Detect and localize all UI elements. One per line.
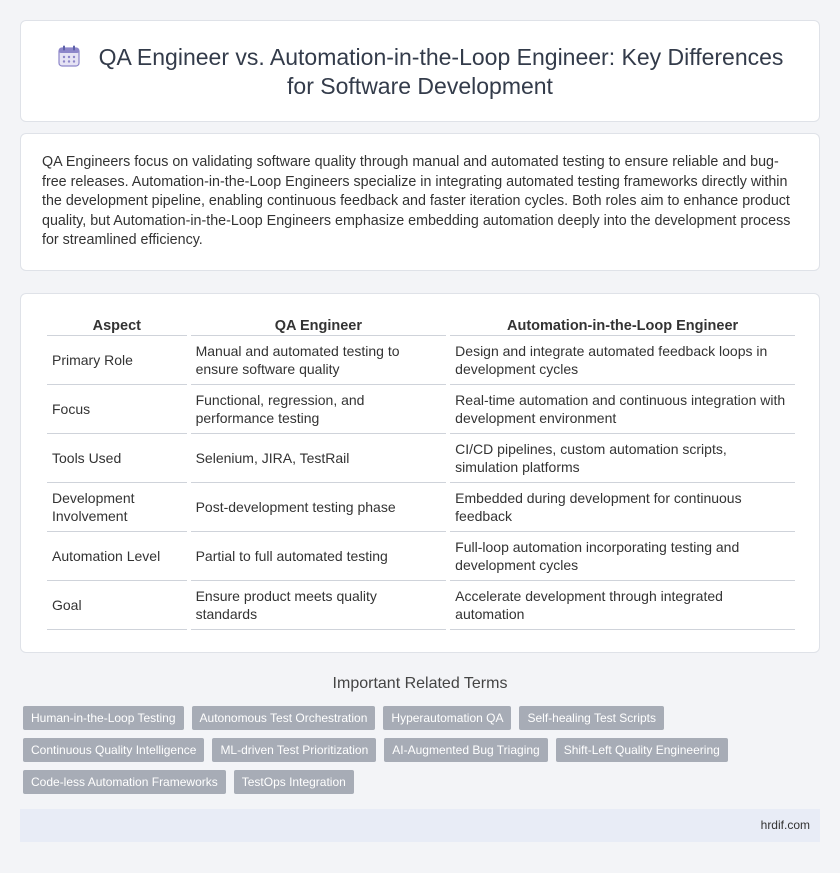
header-qa-engineer: QA Engineer xyxy=(191,316,447,336)
cell-aspect: Goal xyxy=(47,581,187,630)
cell-qa: Post-development testing phase xyxy=(191,483,447,532)
related-terms-title: Important Related Terms xyxy=(332,675,508,692)
cell-aspect: Focus xyxy=(47,385,187,434)
footer-site-link[interactable]: hrdif.com xyxy=(760,818,810,832)
header-automation-engineer: Automation-in-the-Loop Engineer xyxy=(450,316,795,336)
cell-automation: Design and integrate automated feedback loops in development cycles xyxy=(450,336,795,385)
cell-automation: Accelerate development through integrated automation xyxy=(450,581,795,630)
cell-aspect: Tools Used xyxy=(47,434,187,483)
intro-paragraph: QA Engineers focus on validating software quality through manual and automated testing to ensure reliable and bug-free releases. Automation-in-the-Loop Engineers specialize in integrating automated testing frameworks directly within the development pipeline, enabling continuous feedback and faster iteration cycles. Both roles aim to enhance product quality, but Automation-in-the-Loop Engineers emphasize embedding automation deeply into the development process for streamlined efficiency. xyxy=(42,154,791,248)
cell-qa: Manual and automated testing to ensure software quality xyxy=(191,336,447,385)
related-term-tag[interactable]: TestOps Integration xyxy=(234,770,354,794)
cell-aspect: Development Involvement xyxy=(47,483,187,532)
related-term-tag[interactable]: Code-less Automation Frameworks xyxy=(23,770,226,794)
cell-automation: CI/CD pipelines, custom automation scripts, simulation platforms xyxy=(450,434,795,483)
table-row xyxy=(47,385,795,434)
title-text: QA Engineer vs. Automation-in-the-Loop Engineer: Key Differences for Software Development xyxy=(98,44,784,99)
related-term-tag[interactable]: Continuous Quality Intelligence xyxy=(23,738,204,762)
related-term-tag[interactable]: AI-Augmented Bug Triaging xyxy=(384,738,547,762)
related-term-tag[interactable]: Self-healing Test Scripts xyxy=(519,706,664,730)
header-aspect: Aspect xyxy=(47,316,187,336)
table-row xyxy=(47,434,795,483)
related-term-tag[interactable]: Hyperautomation QA xyxy=(383,706,511,730)
footer xyxy=(20,809,820,842)
page-title xyxy=(41,43,799,101)
intro-card xyxy=(20,133,820,271)
cell-qa: Functional, regression, and performance testing xyxy=(191,385,447,434)
related-terms-list xyxy=(23,706,783,794)
comparison-table xyxy=(43,316,799,630)
cell-aspect: Automation Level xyxy=(47,532,187,581)
comparison-card xyxy=(20,293,820,653)
table-header-row xyxy=(47,316,795,336)
calendar-icon xyxy=(57,44,81,68)
cell-qa: Ensure product meets quality standards xyxy=(191,581,447,630)
cell-qa: Partial to full automated testing xyxy=(191,532,447,581)
cell-automation: Real-time automation and continuous integration with development environment xyxy=(450,385,795,434)
table-row xyxy=(47,336,795,385)
table-row xyxy=(47,581,795,630)
cell-automation: Embedded during development for continuous feedback xyxy=(450,483,795,532)
cell-qa: Selenium, JIRA, TestRail xyxy=(191,434,447,483)
related-term-tag[interactable]: Human-in-the-Loop Testing xyxy=(23,706,184,730)
related-term-tag[interactable]: ML-driven Test Prioritization xyxy=(212,738,376,762)
title-card xyxy=(20,20,820,122)
table-row xyxy=(47,483,795,532)
related-term-tag[interactable]: Shift-Left Quality Engineering xyxy=(556,738,728,762)
cell-automation: Full-loop automation incorporating testing and development cycles xyxy=(450,532,795,581)
cell-aspect: Primary Role xyxy=(47,336,187,385)
related-term-tag[interactable]: Autonomous Test Orchestration xyxy=(192,706,376,730)
table-row xyxy=(47,532,795,581)
